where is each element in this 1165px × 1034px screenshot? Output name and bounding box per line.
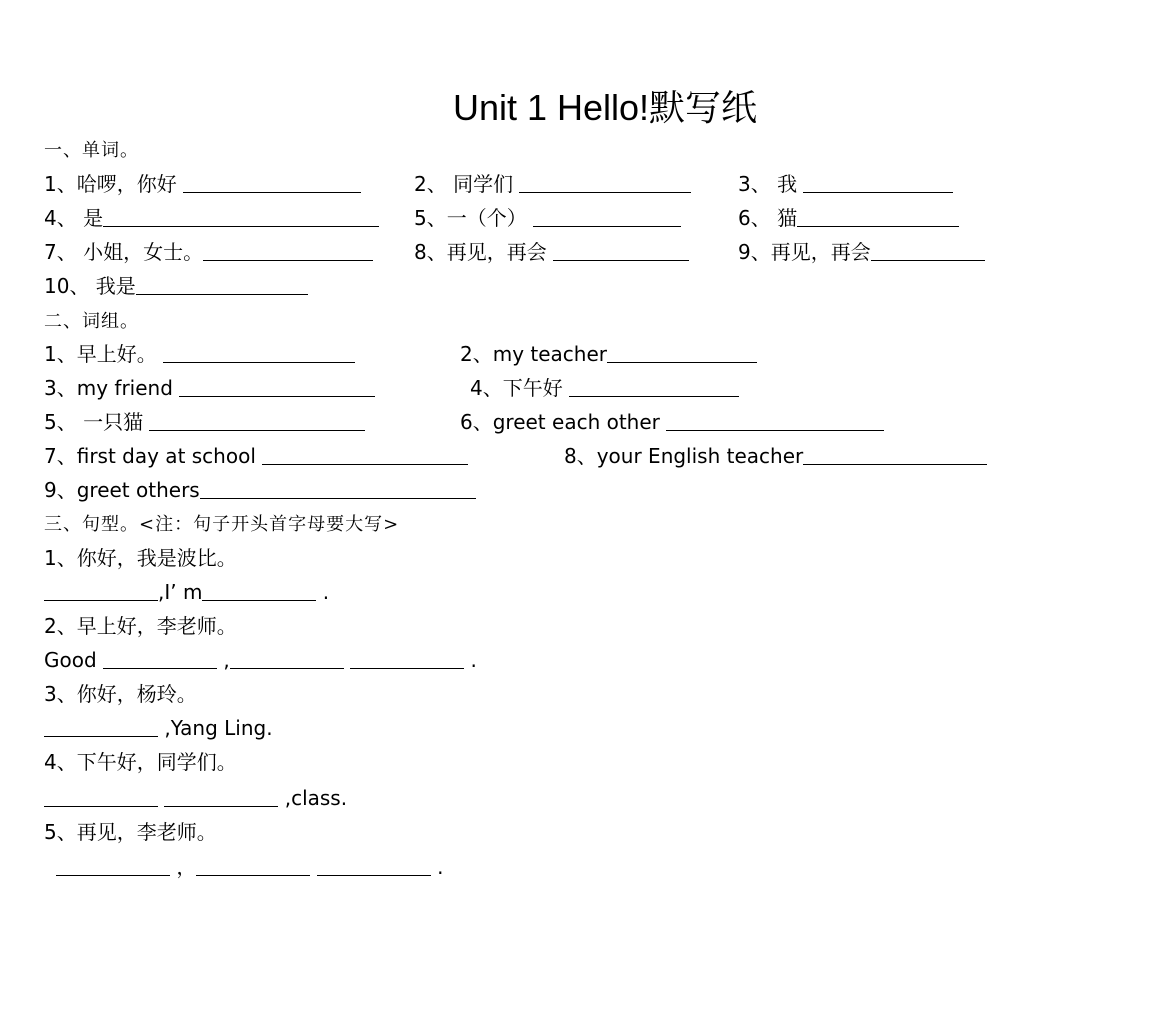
answer-blank[interactable] [202, 578, 316, 601]
answer-blank[interactable] [196, 853, 310, 876]
page-title: Unit 1 Hello!默写纸 [452, 87, 758, 128]
answer-blank[interactable] [230, 646, 344, 669]
sentence-answer-line [44, 784, 347, 812]
answer-blank[interactable] [553, 238, 689, 261]
answer-blank[interactable] [569, 374, 739, 397]
word-item [44, 238, 373, 266]
section-heading-words: 一、单词。 [44, 140, 139, 161]
phrase-prompt: 2、my teacher [460, 342, 608, 366]
answer-blank[interactable] [200, 476, 476, 499]
sentence-answer-line [44, 714, 273, 742]
sentence-prompt: 5、再见，李老师。 [44, 820, 217, 844]
word-row [44, 272, 1144, 300]
word-item [738, 204, 959, 232]
word-item [414, 170, 691, 198]
answer-blank[interactable] [803, 442, 987, 465]
phrase-row [44, 442, 1144, 470]
sentence-text: . [464, 648, 477, 672]
word-row [44, 204, 1144, 232]
phrase-row [44, 374, 1144, 402]
phrase-prompt: 4、下午好 [470, 376, 563, 400]
word-item [44, 204, 379, 232]
phrase-prompt: 6、greet each other [460, 410, 660, 434]
section-heading-phrases: 二、词组。 [44, 311, 139, 332]
phrase-item [460, 340, 757, 368]
answer-blank[interactable] [179, 374, 375, 397]
phrase-prompt: 1、早上好。 [44, 342, 157, 366]
word-prompt: 4、 是 [44, 206, 104, 230]
word-prompt: 6、 猫 [738, 206, 798, 230]
answer-blank[interactable] [203, 238, 373, 261]
word-prompt: 1、哈啰，你好 [44, 172, 177, 196]
sentence-prompt: 1、你好，我是波比。 [44, 546, 237, 570]
answer-blank[interactable] [262, 442, 468, 465]
answer-blank[interactable] [56, 853, 170, 876]
word-row [44, 238, 1144, 266]
sentence-text: Good [44, 648, 97, 672]
phrase-item [564, 442, 987, 470]
phrase-item [470, 374, 739, 402]
answer-blank[interactable] [44, 714, 158, 737]
answer-blank[interactable] [44, 578, 158, 601]
answer-blank[interactable] [103, 646, 217, 669]
sentence-text: ,I’ m [158, 580, 203, 604]
phrase-prompt: 9、greet others [44, 478, 200, 502]
word-prompt: 3、 我 [738, 172, 798, 196]
word-item [44, 170, 361, 198]
answer-blank[interactable] [871, 238, 985, 261]
answer-blank[interactable] [519, 170, 691, 193]
word-item [738, 238, 985, 266]
phrase-row [44, 476, 1144, 504]
answer-blank[interactable] [317, 853, 431, 876]
word-item [414, 204, 681, 232]
sentence-answer-line [44, 578, 329, 606]
phrase-item [460, 408, 884, 436]
phrase-prompt: 7、first day at school [44, 444, 256, 468]
word-prompt: 5、一（个） [414, 206, 527, 230]
answer-blank[interactable] [149, 408, 365, 431]
answer-blank[interactable] [803, 170, 953, 193]
sentence-text: ， [170, 855, 197, 879]
phrase-prompt: 3、my friend [44, 376, 173, 400]
phrase-prompt: 5、 一只猫 [44, 410, 144, 434]
sentence-text: , [217, 648, 230, 672]
sentence-prompt: 3、你好，杨玲。 [44, 682, 197, 706]
phrase-item [44, 476, 476, 504]
phrase-item [44, 374, 375, 402]
word-prompt: 7、 小姐，女士。 [44, 240, 204, 264]
phrase-row [44, 408, 1144, 436]
sentence-prompt: 4、下午好，同学们。 [44, 750, 237, 774]
answer-blank[interactable] [797, 204, 959, 227]
sentence-text: . [430, 855, 444, 879]
answer-blank[interactable] [103, 204, 379, 227]
answer-blank[interactable] [44, 784, 158, 807]
answer-blank[interactable] [136, 272, 308, 295]
phrase-item [44, 442, 468, 470]
phrase-item [44, 408, 365, 436]
sentence-prompt: 2、早上好，李老师。 [44, 614, 237, 638]
answer-blank[interactable] [183, 170, 361, 193]
phrase-item [44, 340, 355, 368]
answer-blank[interactable] [164, 784, 278, 807]
word-prompt: 8、再见，再会 [414, 240, 547, 264]
word-prompt: 9、再见，再会 [738, 240, 871, 264]
phrase-row [44, 340, 1144, 368]
answer-blank[interactable] [163, 340, 355, 363]
answer-blank[interactable] [350, 646, 464, 669]
answer-blank[interactable] [607, 340, 757, 363]
word-prompt: 10、 我是 [44, 274, 136, 298]
sentence-answer-line [44, 646, 477, 674]
answer-blank[interactable] [533, 204, 681, 227]
word-item [44, 272, 308, 300]
sentence-text: . [316, 580, 330, 604]
word-item [414, 238, 689, 266]
answer-blank[interactable] [666, 408, 884, 431]
word-prompt: 2、 同学们 [414, 172, 514, 196]
sentence-answer-line [56, 853, 443, 881]
word-row [44, 170, 1144, 198]
sentence-text: ,class. [278, 786, 348, 810]
word-item [738, 170, 953, 198]
section-heading-sentences: 三、句型。<注：句子开头首字母要大写> [44, 514, 400, 535]
phrase-prompt: 8、your English teacher [564, 444, 804, 468]
sentence-text: ,Yang Ling. [158, 716, 273, 740]
